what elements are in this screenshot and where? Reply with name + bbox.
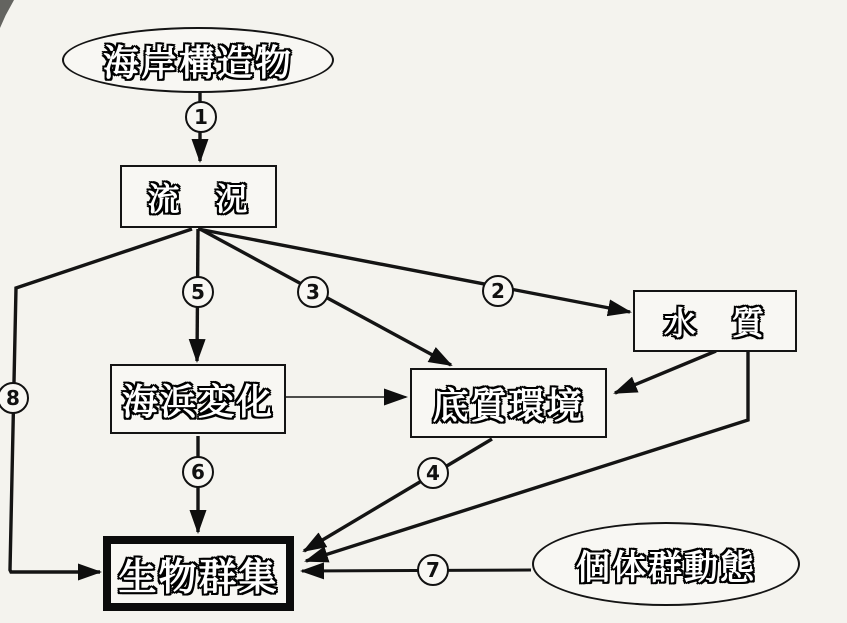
node-water-quality (633, 290, 797, 352)
edge-water-to-sediment (615, 351, 716, 393)
node-beach-change (110, 364, 286, 434)
node-water-quality-label: 水 質 (663, 304, 766, 342)
edge-number-2-circle: 2 (482, 275, 514, 307)
node-biological-community-label: 生物群集 (118, 555, 279, 599)
node-biological-community (103, 536, 294, 611)
node-beach-change-label: 海浜変化 (121, 381, 274, 423)
edge-number-5-circle: 5 (182, 276, 214, 308)
edge-number-8-circle: 8 (0, 382, 29, 414)
node-population-dynamics (532, 522, 800, 606)
node-flow-conditions-label: 流 況 (147, 179, 250, 218)
node-coastal-structures-label: 海岸構造物 (102, 42, 293, 84)
node-sediment-environment (410, 368, 607, 438)
edge-number-3-circle: 3 (297, 276, 329, 308)
node-coastal-structures (62, 27, 334, 93)
edge-number-7-circle: 7 (417, 554, 449, 586)
edge-number-1-circle: 1 (185, 101, 217, 133)
edge-number-4-circle: 4 (417, 457, 449, 489)
edge-sediment-to-biota (304, 439, 492, 551)
node-flow-conditions (120, 165, 277, 228)
edge-number-6-circle: 6 (182, 456, 214, 488)
edge-flow-to-water (198, 229, 630, 312)
node-sediment-environment-label: 底質環境 (432, 385, 585, 427)
node-population-dynamics-label: 個体群動態 (576, 547, 756, 588)
